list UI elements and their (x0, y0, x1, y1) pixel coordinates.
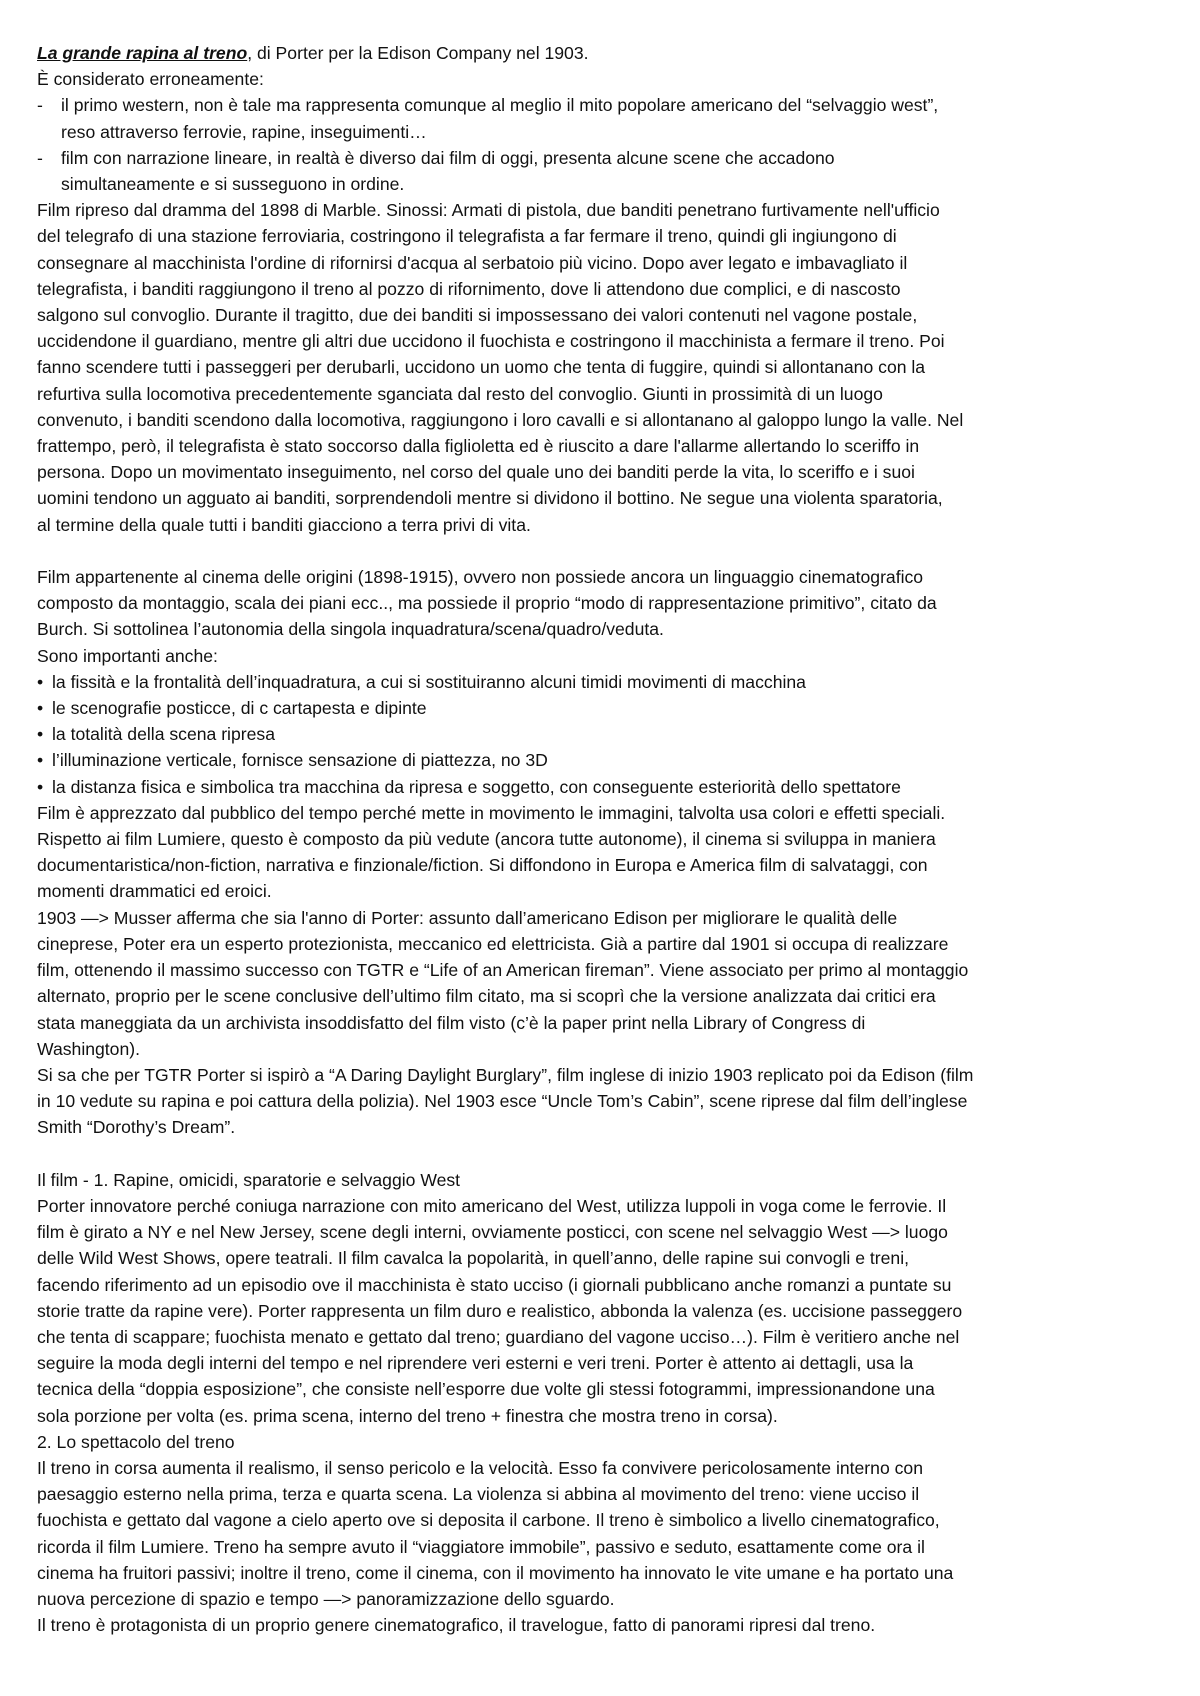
text-line: Film appartenente al cinema delle origini (1898-1915), ovvero non possiede ancora un linguaggio cinematografico (37, 567, 924, 588)
text-line: nuova percezione di spazio e tempo —> panoramizzazione dello sguardo. (37, 1588, 615, 1609)
synopsis-paragraph (37, 197, 1164, 538)
bullet-marker: • (37, 750, 44, 771)
text-line: delle Wild West Shows, opere teatrali. Il film cavalca la popolarità, in quell’anno, delle rapine sui convogli e treni, (37, 1248, 909, 1269)
text-line: Film ripreso dal dramma del 1898 di Marble. Sinossi: Armati di pistola, due banditi penetrano furtivamente nell'ufficio (37, 200, 940, 221)
text-line: fuochista e gettato dal vagone a cielo aperto ove si deposita il carbone. Il treno è simbolico a livello cinematografico, (37, 1510, 940, 1531)
list-item (37, 695, 1164, 721)
text-line: persona. Dopo un movimentato inseguimento, nel corso del quale uno dei banditi perde la vita, lo sceriffo e i suoi (37, 462, 915, 483)
text-line: film, ottenendo il massimo successo con TGTR e “Life of an American fireman”. Viene associato per primo al montaggio (37, 960, 969, 981)
misconceptions-list (37, 92, 1164, 197)
text-line: in 10 vedute su rapina e poi cattura della polizia). Nel 1903 esce “Uncle Tom’s Cabin”, scene riprese dal film dell’inglese (37, 1091, 968, 1112)
text-line: Porter innovatore perché coniuga narrazione con mito americano del West, utilizza luppoli in voga come le ferrovie. Il (37, 1195, 947, 1216)
text-line: l’illuminazione verticale, fornisce sensazione di piattezza, no 3D (52, 750, 548, 771)
document-title: La grande rapina al treno (37, 43, 248, 63)
text-line: Washington). (37, 1038, 141, 1059)
text-line: reso attraverso ferrovie, rapine, inseguimenti… (61, 121, 427, 142)
bullet-marker: • (37, 724, 44, 745)
paragraph-gap (37, 538, 1164, 564)
film-analysis-paragraph (37, 1167, 1164, 1639)
heading-rest: , di Porter per la Edison Company nel 1903. (247, 43, 589, 63)
section-heading: Il film - 1. Rapine, omicidi, sparatorie e selvaggio West (37, 1169, 461, 1190)
text-line: refurtiva sulla locomotiva precedentemente sganciata dal resto del convoglio. Giunti in prossimità di un luogo (37, 383, 883, 404)
section-heading: 2. Lo spettacolo del treno (37, 1431, 235, 1452)
text-line: la distanza fisica e simbolica tra macchina da ripresa e soggetto, con conseguente esteriorità dello spettatore (52, 776, 901, 797)
text-line: Il treno è protagonista di un proprio genere cinematografico, il travelogue, fatto di panorami ripresi dal treno. (37, 1615, 876, 1636)
text-line: uomini tendono un agguato ai banditi, sorprendendoli mentre si dividono il bottino. Ne segue una violenta sparatoria, (37, 488, 943, 509)
text-line: cinema ha fruitori passivi; inoltre il treno, come il cinema, con il movimento ha innovato le vite umane e ha portato una (37, 1562, 954, 1583)
text-line: la fissità e la frontalità dell’inquadratura, a cui si sostituiranno alcuni timidi movimenti di macchina (52, 671, 806, 692)
text-line: Il treno in corsa aumenta il realismo, il senso pericolo e la velocità. Esso fa convivere pericolosamente interno con (37, 1457, 923, 1478)
text-line: Si sa che per TGTR Porter si ispirò a “A Daring Daylight Burglary”, film inglese di inizio 1903 replicato poi da Edison (film (37, 1064, 974, 1085)
text-line: le scenografie posticce, di c cartapesta e dipinte (52, 698, 427, 719)
text-line: simultaneamente e si susseguono in ordine. (61, 174, 405, 195)
list-item (37, 747, 1164, 773)
text-line: Burch. Si sottolinea l’autonomia della singola inquadratura/scena/quadro/veduta. (37, 619, 664, 640)
text-line: facendo riferimento ad un episodio ove il macchinista è stato ucciso (i giornali pubblicano anche romanzi a puntate su (37, 1274, 952, 1295)
features-list (37, 669, 1164, 800)
list-item (37, 774, 1164, 800)
bullet-marker: • (37, 776, 44, 797)
text-line: uccidendone il guardiano, mentre gli altri due uccidono il fuochista e costringono il macchinista a fermare il treno. Poi (37, 331, 945, 352)
text-line: Film è apprezzato dal pubblico del tempo perché mette in movimento le immagini, talvolta usa colori e effetti speciali. (37, 802, 946, 823)
text-line: al termine della quale tutti i banditi giacciono a terra privi di vita. (37, 514, 531, 535)
text-line: documentaristica/non-fiction, narrativa e finzionale/fiction. Si diffondono in Europa e America film di salvataggi, con (37, 855, 928, 876)
text-line: Rispetto ai film Lumiere, questo è composto da più vedute (ancora tutte autonome), il cinema si sviluppa in maniera (37, 829, 936, 850)
list-item (37, 145, 1164, 197)
text-line: paesaggio esterno nella prima, terza e quarta scena. La violenza si abbina al movimento del treno: viene ucciso il (37, 1484, 920, 1505)
text-line: convenuto, i banditi scendono dalla locomotiva, raggiungono i loro cavalli e si allontanano al galoppo lungo la valle. Nel (37, 409, 964, 430)
list-item (37, 92, 1164, 144)
list-item (37, 669, 1164, 695)
text-line: tecnica della “doppia esposizione”, che consiste nell’esporre due volte gli stessi fotogrammi, impressionandone una (37, 1379, 935, 1400)
text-line: la totalità della scena ripresa (52, 724, 275, 745)
text-line: fanno scendere tutti i passeggeri per derubarli, uccidono un uomo che tenta di fuggire, quindi si allontanano con la (37, 357, 926, 378)
text-line: alternato, proprio per le scene conclusive dell’ultimo film citato, ma si scoprì che la versione analizzata dai critici era (37, 986, 936, 1007)
text-line: ricorda il film Lumiere. Treno ha sempre avuto il “viaggiatore immobile”, passivo e seduto, esattamente come ora il (37, 1536, 925, 1557)
text-line: momenti drammatici ed eroici. (37, 881, 272, 902)
text-line: il primo western, non è tale ma rappresenta comunque al meglio il mito popolare americano del “selvaggio west”, (61, 95, 939, 116)
text-line: frattempo, però, il telegrafista è stato soccorso dalla figlioletta ed è riuscito a dare l'allarme allertando lo sceriffo in (37, 436, 920, 457)
origins-paragraph (37, 564, 1164, 669)
intro-line: È considerato erroneamente: (37, 69, 264, 90)
list-item (37, 721, 1164, 747)
text-line: stata maneggiata da un archivista insoddisfatto del film visto (c’è la paper print nella Library of Congress di (37, 1012, 866, 1033)
text-line: del telegrafo di una stazione ferroviaria, costringono il telegrafista a far fermare il treno, quindi gli ingiungono di (37, 226, 897, 247)
text-line: 1903 —> Musser afferma che sia l'anno di Porter: assunto dall’americano Edison per migliorare le qualità delle (37, 907, 898, 928)
text-line: composto da montaggio, scala dei piani ecc.., ma possiede il proprio “modo di rappresentazione primitivo”, citato da (37, 593, 937, 614)
heading-line (37, 40, 1164, 66)
text-line: salgono sul convoglio. Durante il tragitto, due dei banditi si impossessano dei valori contenuti nel vagone postale, (37, 305, 918, 326)
history-paragraph (37, 800, 1164, 1141)
text-line: Smith “Dorothy’s Dream”. (37, 1117, 236, 1138)
text-line: che tenta di scappare; fuochista menato e gettato dal treno; guardiano del vagone ucciso…). Film è veritiero anche nel (37, 1326, 960, 1347)
text-line: storie tratte da rapine vere). Porter rappresenta un film duro e realistico, abbonda la valenza (es. uccisione passeggero (37, 1300, 963, 1321)
dash-marker: - (37, 95, 43, 116)
bullet-marker: • (37, 671, 44, 692)
text-line: telegrafista, i banditi raggiungono il treno al pozzo di rifornimento, dove li attendono due complici, e di nascosto (37, 278, 901, 299)
bullet-marker: • (37, 698, 44, 719)
text-line: film con narrazione lineare, in realtà è diverso dai film di oggi, presenta alcune scene che accadono (61, 147, 835, 168)
dash-marker: - (37, 147, 43, 168)
text-line: seguire la moda degli interni del tempo e nel riprendere veri esterni e veri treni. Porter è attento ai dettagli, usa la (37, 1353, 914, 1374)
paragraph-gap (37, 1141, 1164, 1167)
text-line: film è girato a NY e nel New Jersey, scene degli interni, ovviamente posticci, con scene nel selvaggio West —> luogo (37, 1222, 948, 1243)
text-line: cineprese, Poter era un esperto protezionista, meccanico ed elettricista. Già a partire dal 1901 si occupa di realizzare (37, 933, 949, 954)
text-line: sola porzione per volta (es. prima scena, interno del treno + finestra che mostra treno in corsa). (37, 1405, 778, 1426)
text-line: consegnare al macchinista l'ordine di rifornirsi d'acqua al serbatoio più vicino. Dopo aver legato e imbavagliato il (37, 252, 908, 273)
text-line: Sono importanti anche: (37, 645, 218, 666)
